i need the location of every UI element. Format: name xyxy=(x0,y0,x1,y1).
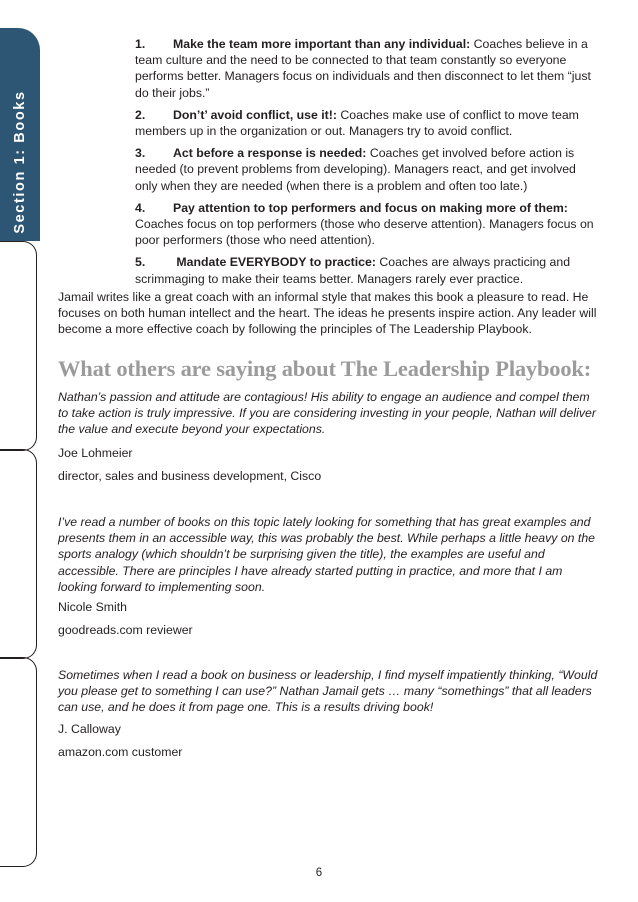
item-text: Coaches believe in a team culture and the need to be connected to that team constantly so everyone performs better. Managers focus on individuals and then disconnect to let them “just do their jobs.” xyxy=(135,37,591,100)
item-number: 3. xyxy=(135,146,146,161)
section-tab xyxy=(0,28,40,241)
item-text: Coaches are always practicing and scrimmaging to make their teams better. Managers rarely ever practice. xyxy=(135,255,571,286)
testimonial-quote: Sometimes when I read a book on business or leadership, I find myself impatiently thinking, “Would you please get to something I can use?” Nathan Jamail gets … many “somethings” that all leaders can use, and he does it from page one. This is a results driving book! xyxy=(58,668,598,715)
item-number: 1. xyxy=(135,37,146,51)
item-number: 4. xyxy=(135,200,146,215)
page-number: 6 xyxy=(315,867,323,879)
list-item xyxy=(135,254,601,286)
item-title: Act before a response is needed: xyxy=(173,146,367,161)
testimonial-role: director, sales and business development, Cisco xyxy=(58,469,322,483)
summary-paragraph: Jamail writes like a great coach with an informal style that makes this book a pleasure to read. He focuses on both human intellect and the heart. The ideas he presents inspire action. Any leader will become a more effective coach by following the principles of The Leadership Playbook. xyxy=(58,290,597,337)
item-number: 2. xyxy=(135,107,146,122)
list-item xyxy=(135,107,601,139)
testimonial-quote: I’ve read a number of books on this topic lately looking for something that has great examples and presents them in an accessible way, this was probably the best. While perhaps a little heavy on the sports analogy (which shouldn’t be surprising given the title), the examples are useful and accessible. There are principles I have already started putting in practice, and more that I am looking forward to implementing soon. xyxy=(58,515,596,594)
item-text: Coaches focus on top performers (those who deserve attention). Managers focus on poor performers (those who need attention). xyxy=(135,217,594,248)
testimonial-author: Joe Lohmeier xyxy=(58,446,133,460)
list-item xyxy=(135,145,601,194)
item-text: Coaches make use of conflict to move team members up in the organization or out. Managers try to avoid conflict. xyxy=(135,107,579,139)
tab-divider-2 xyxy=(0,449,37,659)
item-title: Pay attention to top performers and focus on making more of them: xyxy=(173,200,568,215)
item-title: Make the team more important than any individual: xyxy=(173,37,471,51)
item-text: Coaches get involved before action is needed (to prevent problems from developing). Managers react, and get involved only when they are needed (when there is a problem and often too late.) xyxy=(135,146,576,193)
testimonial-author: Nicole Smith xyxy=(58,600,128,614)
tab-divider-1 xyxy=(0,241,37,451)
item-title: Don’t’ avoid conflict, use it!: xyxy=(173,107,337,122)
list-item xyxy=(135,36,601,101)
item-number: 5. xyxy=(135,255,146,270)
section-tab-label: Section 1: Books xyxy=(12,90,28,234)
principles-list xyxy=(135,36,601,293)
item-title: Mandate EVERYBODY to practice: xyxy=(173,255,376,270)
tab-divider-3 xyxy=(0,657,37,867)
testimonial-role: goodreads.com reviewer xyxy=(58,623,193,637)
testimonial-role: amazon.com customer xyxy=(58,745,183,759)
testimonial-quote: Nathan’s passion and attitude are contagious! His ability to engage an audience and compel them to take action is truly impressive. If you are considering investing in your people, Nathan will deliver the value and execute beyond your expectations. xyxy=(58,390,596,437)
testimonials-heading: What others are saying about The Leadership Playbook: xyxy=(58,356,592,381)
list-item xyxy=(135,200,601,249)
testimonial-author: J. Calloway xyxy=(58,722,121,736)
